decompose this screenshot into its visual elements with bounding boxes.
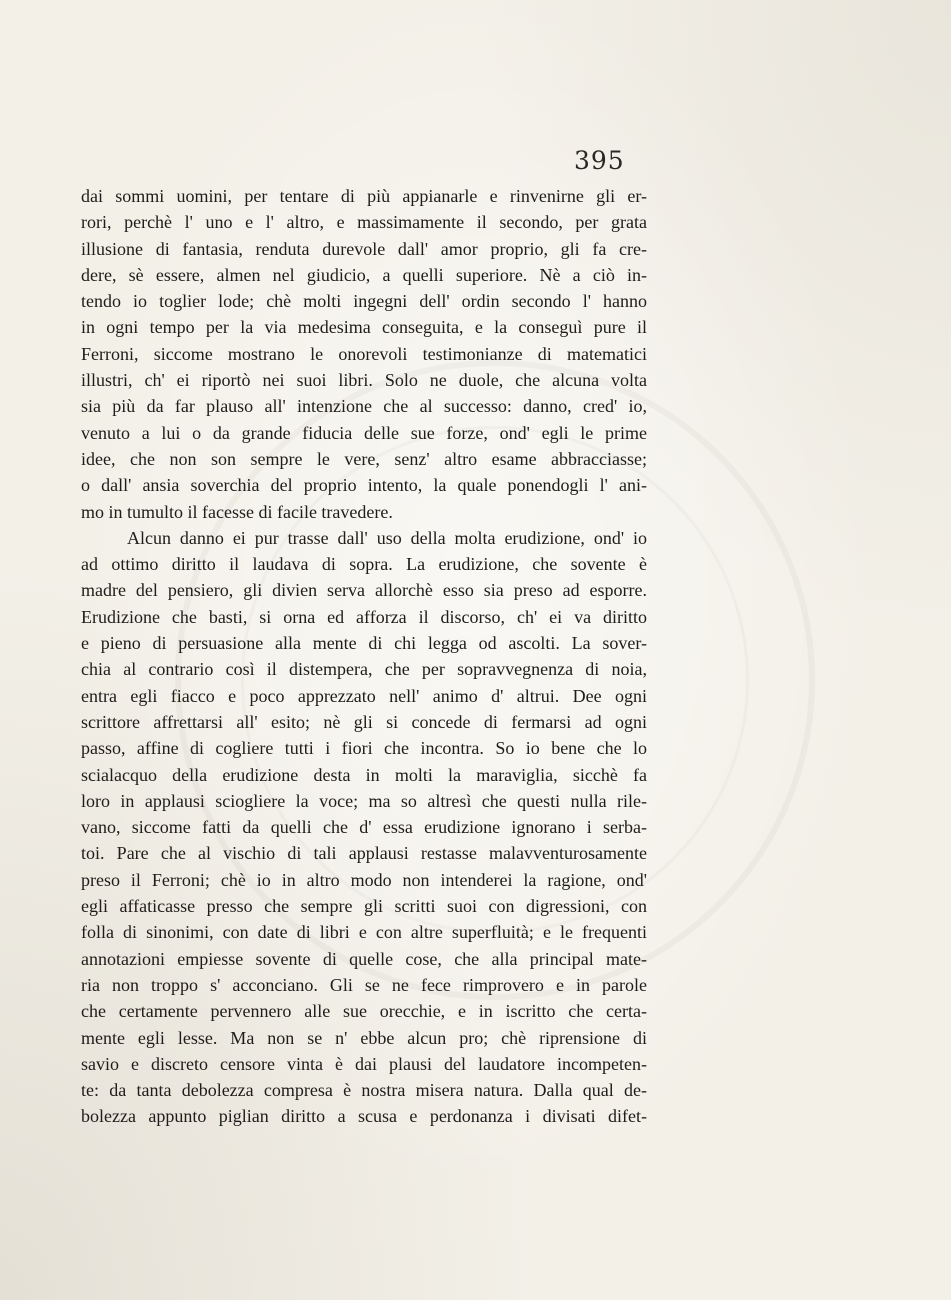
text-line: scialacquo della erudizione desta in molti la maraviglia, sicchè fa	[81, 764, 647, 785]
text-line: egli affaticasse presso che sempre gli scritti suoi con digressioni, con	[81, 896, 647, 917]
text-line: venuto a lui o da grande fiducia delle sue forze, ond' egli le prime	[81, 422, 647, 443]
text-line: ad ottimo diritto il laudava di sopra. La erudizione, che sovente è	[81, 554, 647, 575]
paragraph-2	[81, 525, 647, 1130]
text-line: madre del pensiero, gli divien serva allorchè esso sia preso ad esporre.	[81, 580, 647, 601]
text-line: savio e discreto censore vinta è dai plausi del laudatore incompeten-	[81, 1053, 647, 1074]
text-line: tendo io toglier lode; chè molti ingegni dell' ordin secondo l' hanno	[81, 291, 647, 312]
text-line: dai sommi uomini, per tentare di più appianarle e rinvenirne gli er-	[81, 186, 647, 206]
text-line: in ogni tempo per la via medesima conseguita, e la conseguì pure il	[81, 317, 647, 338]
text-line: e pieno di persuasione alla mente di chi legga od ascolti. La sover-	[81, 633, 647, 654]
text-line: folla di sinonimi, con date di libri e con altre superfluità; e le frequenti	[81, 922, 647, 943]
text-line: ria non troppo s' acconciano. Gli se ne fece rimprovero e in parole	[81, 974, 647, 995]
text-line: entra egli fiacco e poco apprezzato nell' animo d' altrui. Dee ogni	[81, 685, 647, 706]
text-line: te: da tanta debolezza compresa è nostra misera natura. Dalla qual de-	[81, 1080, 647, 1101]
text-line: loro in applausi sciogliere la voce; ma so altresì che questi nulla rile-	[81, 790, 647, 811]
text-line: illustri, ch' ei riportò nei suoi libri. Solo ne duole, che alcuna volta	[81, 370, 647, 391]
text-line: sia più da far plauso all' intenzione che al successo: danno, cred' io,	[81, 396, 647, 417]
text-line: o dall' ansia soverchia del proprio intento, la quale ponendogli l' ani-	[81, 475, 647, 496]
paragraph-1	[81, 183, 647, 525]
text-line: passo, affine di cogliere tutti i fiori che incontra. So io bene che lo	[81, 738, 647, 759]
text-line: vano, siccome fatti da quelli che d' essa erudizione ignorano i serba-	[81, 817, 647, 838]
text-line: Alcun danno ei pur trasse dall' uso della molta erudizione, ond' io	[127, 527, 647, 548]
text-line: preso il Ferroni; chè io in altro modo non intenderei la ragione, ond'	[81, 869, 647, 890]
text-line: dere, sè essere, almen nel giudicio, a quelli superiore. Nè a ciò in-	[81, 264, 647, 285]
text-line: mo in tumulto il facesse di facile travedere.	[81, 501, 393, 522]
text-line: Ferroni, siccome mostrano le onorevoli testimonianze di matematici	[81, 343, 647, 364]
text-line: Erudizione che basti, si orna ed afforza il discorso, ch' ei va diritto	[81, 606, 647, 627]
body-text	[81, 183, 647, 1130]
text-line: che certamente pervennero alle sue orecchie, e in iscritto che certa-	[81, 1001, 647, 1022]
page-number: 395	[574, 146, 625, 175]
text-line: rori, perchè l' uno e l' altro, e massimamente il secondo, per grata	[81, 212, 647, 233]
text-line: bolezza appunto piglian diritto a scusa e perdonanza i divisati difet-	[81, 1106, 647, 1127]
text-line: mente egli lesse. Ma non se n' ebbe alcun pro; chè riprensione di	[81, 1027, 647, 1048]
text-line: illusione di fantasia, renduta durevole dall' amor proprio, gli fa cre-	[81, 238, 647, 259]
text-line: idee, che non son sempre le vere, senz' altro esame abbracciasse;	[81, 448, 647, 469]
text-line: annotazioni empiesse sovente di quelle cose, che alla principal mate-	[81, 948, 647, 969]
text-line: toi. Pare che al vischio di tali applausi restasse malavventurosamente	[81, 843, 647, 864]
text-line: chia al contrario così il distempera, che per sopravvegnenza di noia,	[81, 659, 647, 680]
text-line: scrittore affrettarsi all' esito; nè gli si concede di fermarsi ad ogni	[81, 711, 647, 732]
